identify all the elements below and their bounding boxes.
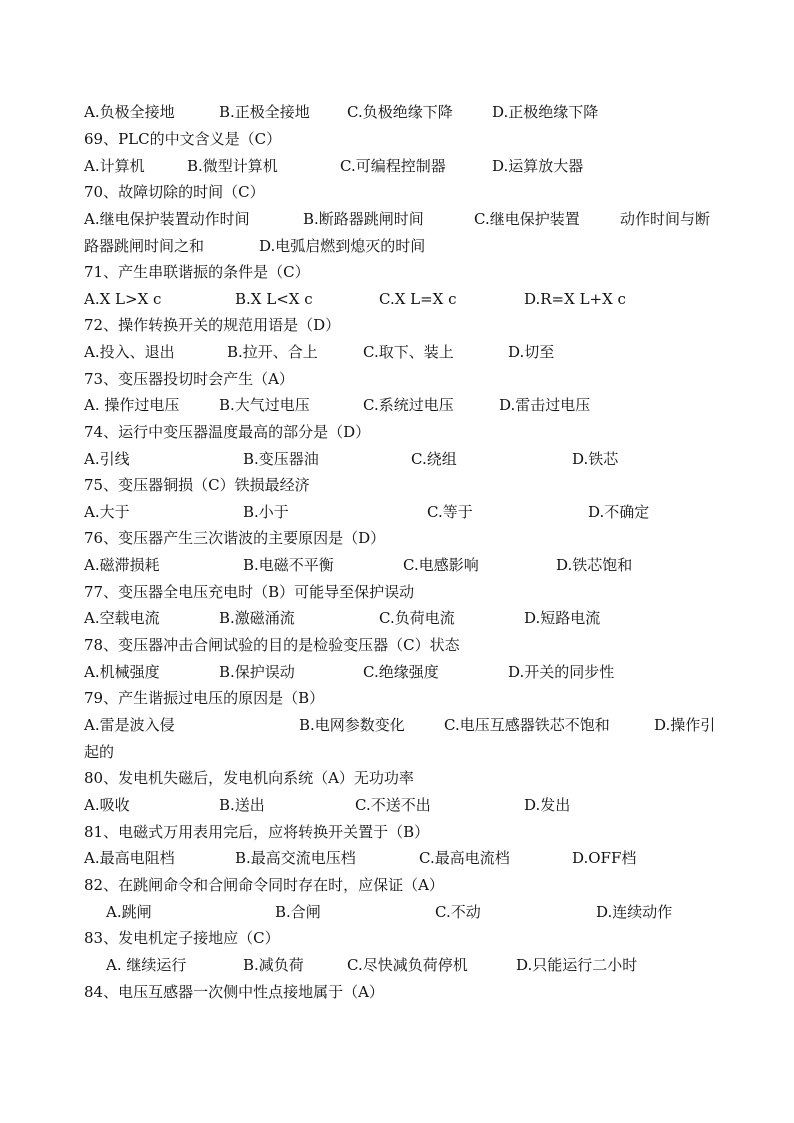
option-c: C.继电保护装置 <box>474 210 580 228</box>
option-a: A.负极全接地 <box>84 103 175 121</box>
option-c: C.绕组 <box>411 450 457 468</box>
option-a: A.磁滞损耗 <box>84 556 160 574</box>
option-c: C.绝缘强度 <box>363 663 439 681</box>
option-b: B.最高交流电压档 <box>235 849 356 867</box>
option-d: D.只能运行二小时 <box>516 956 638 974</box>
option-c: C.电压互感器铁芯不饱和 <box>444 716 610 734</box>
option-c: C.负极绝缘下降 <box>347 103 453 121</box>
question-line: 75、变压器铜损（C）铁损最经济 <box>84 476 310 494</box>
question-line: 70、故障切除的时间（C） <box>84 183 265 201</box>
option-a: A.吸收 <box>84 796 130 814</box>
option-b: B.电磁不平衡 <box>243 556 334 574</box>
option-c-continued: 动作时间与断 <box>620 210 711 228</box>
question-line: 起的 <box>84 743 115 761</box>
option-a: A.雷是波入侵 <box>84 716 175 734</box>
option-c: C.不送不出 <box>355 796 431 814</box>
option-a: A.计算机 <box>84 157 145 175</box>
option-a: A.机械强度 <box>84 663 160 681</box>
question-line: 71、产生串联谐振的条件是（C） <box>84 263 310 281</box>
option-b: B.大气过电压 <box>219 396 310 414</box>
option-d: D.开关的同步性 <box>508 663 615 681</box>
question-line: 76、变压器产生三次谐波的主要原因是（D） <box>84 529 386 547</box>
option-a: A.引线 <box>84 450 130 468</box>
option-c-continued: 路器跳闸时间之和 <box>84 237 205 255</box>
question-line: 79、产生谐振过电压的原因是（B） <box>84 689 325 707</box>
question-line: 77、变压器全电压充电时（B）可能导至保护误动 <box>84 583 415 601</box>
option-c: C.负荷电流 <box>379 609 455 627</box>
option-c: C.最高电流档 <box>419 849 510 867</box>
option-a: A. 操作过电压 <box>84 396 180 414</box>
option-b: B.拉开、合上 <box>227 343 318 361</box>
option-d: D.不确定 <box>588 503 650 521</box>
option-c: C.取下、装上 <box>363 343 454 361</box>
question-line: 83、发电机定子接地应（C） <box>84 929 280 947</box>
option-c: C.尽快减负荷停机 <box>347 956 468 974</box>
option-b: B.保护误动 <box>219 663 295 681</box>
option-a: A.最高电阻档 <box>84 849 175 867</box>
option-b: B.正极全接地 <box>219 103 310 121</box>
option-c: C.X L=X c <box>379 290 457 308</box>
question-line: 73、变压器投切时会产生（A） <box>84 370 294 388</box>
option-d: D.铁芯饱和 <box>556 556 633 574</box>
option-b: B.断路器跳闸时间 <box>303 210 424 228</box>
question-line: 69、PLC的中文含义是（C） <box>84 130 282 148</box>
option-d: D.连续动作 <box>596 903 673 921</box>
option-b: B.激磁涌流 <box>219 609 295 627</box>
option-b: B.减负荷 <box>243 956 304 974</box>
option-d: D.发出 <box>524 796 571 814</box>
option-c: C.等于 <box>427 503 473 521</box>
question-line: 74、运行中变压器温度最高的部分是（D） <box>84 423 371 441</box>
option-a: A.空载电流 <box>84 609 160 627</box>
option-a: A.跳闸 <box>106 903 152 921</box>
option-a: A. 继续运行 <box>106 956 187 974</box>
option-c: C.系统过电压 <box>363 396 454 414</box>
question-line: 82、在跳闸命令和合闸命令同时存在时，应保证（A） <box>84 876 444 894</box>
option-c: C.电感影响 <box>403 556 479 574</box>
option-b: B.小于 <box>243 503 289 521</box>
option-a: A.X L>X c <box>84 290 162 308</box>
option-d: D.铁芯 <box>572 450 619 468</box>
option-a: A.大于 <box>84 503 130 521</box>
option-b: B.微型计算机 <box>187 157 278 175</box>
option-a: A.投入、退出 <box>84 343 175 361</box>
option-b: B.电网参数变化 <box>299 716 405 734</box>
option-b: B.变压器油 <box>243 450 319 468</box>
question-line: 72、操作转换开关的规范用语是（D） <box>84 316 341 334</box>
option-b: B.合闸 <box>275 903 321 921</box>
question-line: 81、电磁式万用表用完后，应将转换开关置于（B） <box>84 823 430 841</box>
option-d: D.运算放大器 <box>492 157 584 175</box>
option-c: C.不动 <box>435 903 481 921</box>
question-line: 80、发电机失磁后，发电机向系统（A）无功功率 <box>84 769 414 787</box>
option-d: D.切至 <box>508 343 555 361</box>
question-line: 78、变压器冲击合闸试验的目的是检验变压器（C）状态 <box>84 636 460 654</box>
option-d: D.正极绝缘下降 <box>492 103 599 121</box>
question-line: 84、电压互感器一次侧中性点接地属于（A） <box>84 983 384 1001</box>
option-d: D.R=X L+X c <box>524 290 626 308</box>
option-d: D.雷击过电压 <box>499 396 591 414</box>
option-d: D.操作引 <box>654 716 716 734</box>
option-d: D.OFF档 <box>572 849 637 867</box>
option-c: C.可编程控制器 <box>340 157 446 175</box>
option-b: B.X L<X c <box>235 290 313 308</box>
option-d: D.短路电流 <box>524 609 601 627</box>
option-a: A.继电保护装置动作时间 <box>84 210 250 228</box>
option-b: B.送出 <box>219 796 265 814</box>
option-d: D.电弧启燃到熄灭的时间 <box>259 237 426 255</box>
